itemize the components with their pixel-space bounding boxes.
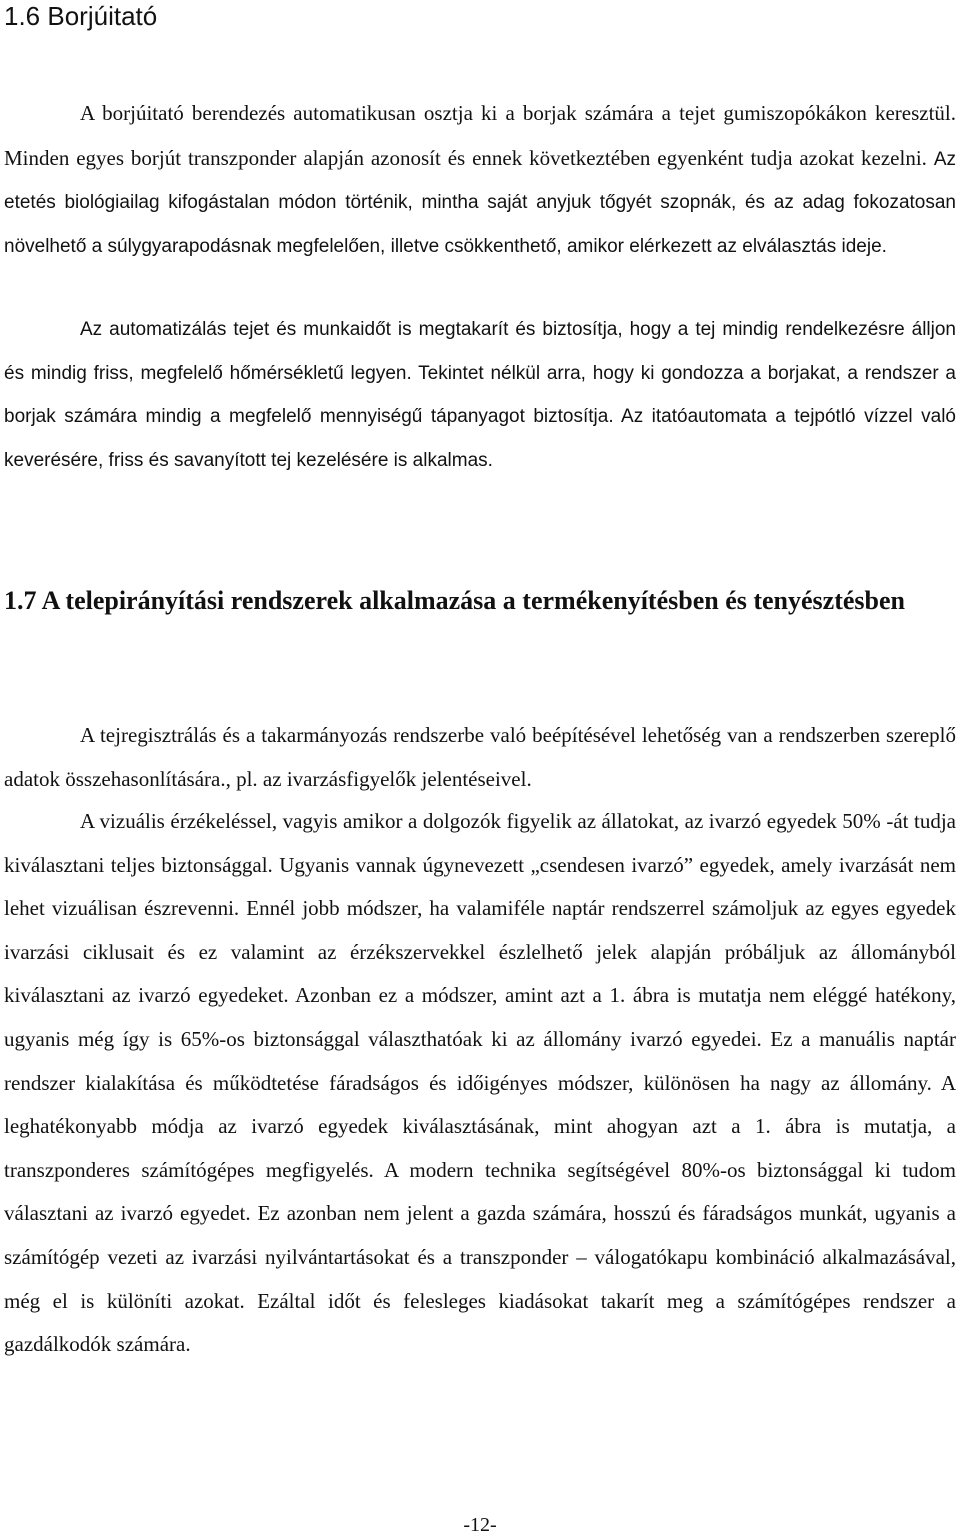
page-number: -12- <box>463 1514 497 1536</box>
section-heading-1-7: 1.7 A telepirányítási rendszerek alkalmazása a termékenyítésben és tenyésztésben <box>4 586 905 615</box>
paragraph-text-sans: Az etetés biológiailag kifogástalan módon történik, mintha saját anyjuk tőgyét szopnák, és az adag fokozatosan növelhető a súlygyarapodásnak megfelelően, illetve csökkenthető, amikor elérkezett az elválasztás ideje. <box>4 148 956 257</box>
section-heading-1-6: 1.6 Borjúitató <box>4 1 158 31</box>
paragraph-automatizalas: Az automatizálás tejet és munkaidőt is megtakarít és biztosítja, hogy a tej mindig rendelkezésre álljon és mindig friss, megfelelő hőmérsékletű legyen. Tekintet nélkül arra, hogy ki gondozza a borjakat, a rendszer a borjak számára mindig a megfelelő mennyiségű tápanyagot biztosítja. Az itatóautomata a tejpótló vízzel való keverésére, friss és savanyított tej kezelésére is alkalmas. <box>4 319 956 471</box>
paragraph-text-serif: A borjúitató berendezés automatikusan osztja ki a borjak számára a tejet gumiszopókákon keresztül. Minden egyes borjút transzponder alapján azonosít és ennek következtében egyenként tudja azokat kezelni. <box>4 101 956 170</box>
paragraph-vizualis-erzekeles: A vizuális érzékeléssel, vagyis amikor a dolgozók figyelik az állatokat, az ivarzó egyedek 50% -át tudja kiválasztani teljes biztonsággal. Ugyanis vannak úgynevezett „csendesen ivarzó” egyedek, amely ivarzását nem lehet vizuálisan észrevenni. Ennél jobb módszer, ha valamiféle naptár rendszerrel számoljuk az egyes egyedek ivarzási ciklusait és ez valamint az érzékszervekkel észlelhető jelek alapján próbáljuk az állományból kiválasztani az ivarzó egyedeket. Azonban ez a módszer, amint azt a 1. ábra is mutatja nem eléggé hatékony, ugyanis még így is 65%-os biztonsággal választhatóak ki az állomány ivarzó egyedei. Ez a manuális naptár rendszer kialakítása és működtetése fáradságos és időigényes módszer, különösen ha nagy az állomány. A leghatékonyabb módja az ivarzó egyedek kiválasztásának, mint ahogyan azt a 1. ábra is mutatja, a transzponderes számítógépes megfigyelés. A modern technika segítségével 80%-os biztonsággal ki tudom választani az ivarzó egyedet. Ez azonban nem jelent a gazda számára, hosszú és fáradságos munkát, ugyanis a számítógép vezeti az ivarzási nyilvántartásokat és a transzponder – válogatókapu kombináció alkalmazásával, még el is különíti azokat. Ezáltal időt és felesleges kiadásokat takarít meg a számítógépes rendszer a gazdálkodók számára. <box>4 809 956 1357</box>
paragraph-tejregisztralas: A tejregisztrálás és a takarmányozás rendszerbe való beépítésével lehetőség van a rendszerben szereplő adatok összehasonlítására., pl. az ivarzásfigyelők jelentéseivel. <box>4 723 956 791</box>
paragraph-borjuitato <box>4 92 956 268</box>
